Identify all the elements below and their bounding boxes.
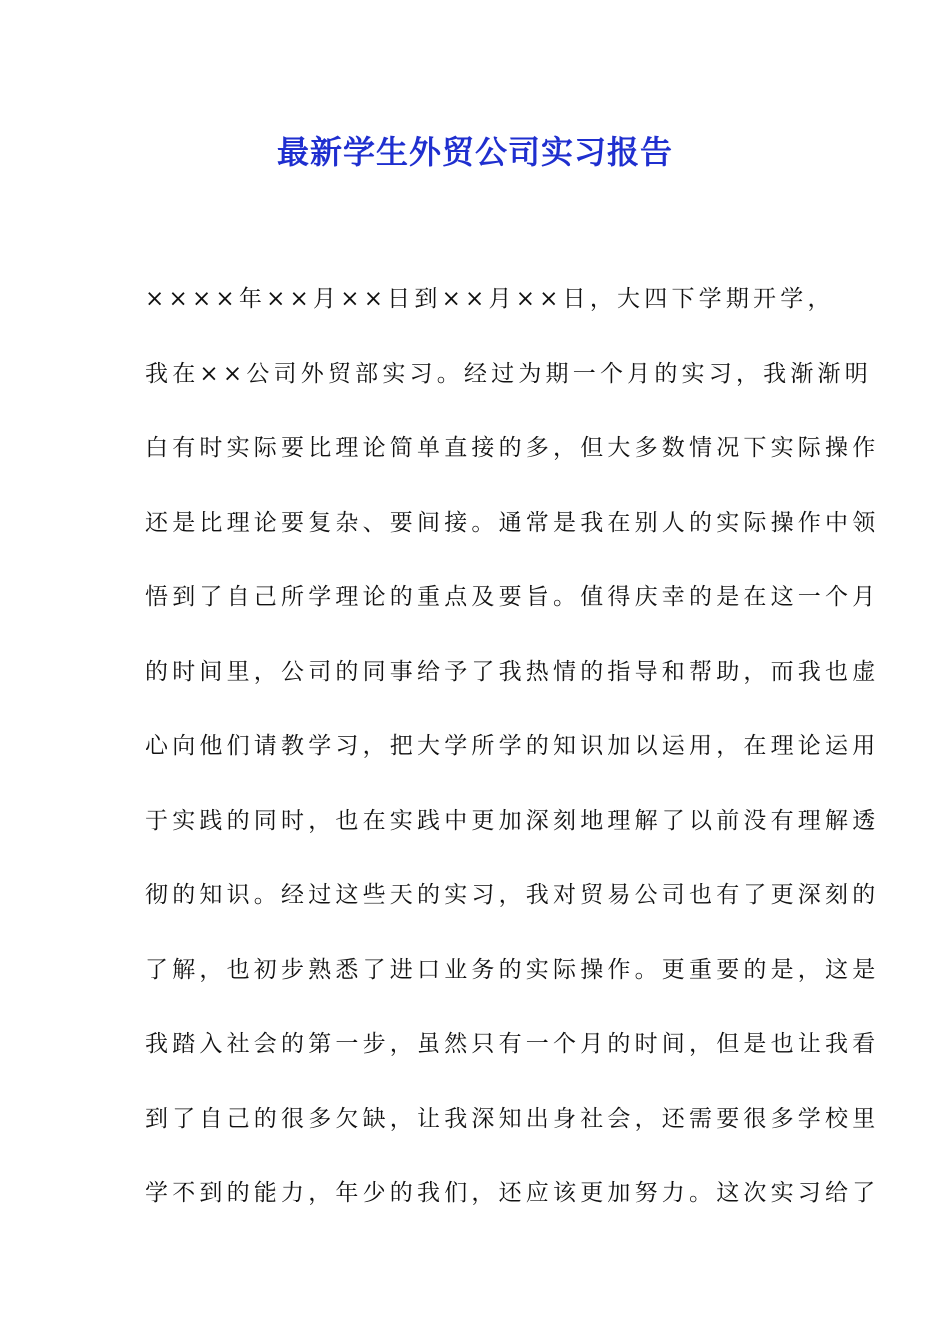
body-line-7: 心向他们请教学习，把大学所学的知识加以运用，在理论运用 — [145, 733, 880, 759]
body-line-6: 的时间里，公司的同事给予了我热情的指导和帮助，而我也虚 — [145, 658, 880, 685]
document-title: 最新学生外贸公司实习报告 — [276, 133, 673, 171]
body-line-5: 悟到了自己所学理论的重点及要旨。值得庆幸的是在这一个月 — [145, 584, 880, 610]
body-line-13: 学不到的能力，年少的我们，还应该更加努力。这次实习给了 — [145, 1180, 880, 1206]
body-line-12: 到了自己的很多欠缺，让我深知出身社会，还需要很多学校里 — [145, 1105, 880, 1132]
body-line-3: 白有时实际要比理论简单直接的多，但大多数情况下实际操作 — [145, 435, 880, 461]
body-line-10: 了解，也初步熟悉了进口业务的实际操作。更重要的是，这是 — [145, 956, 880, 983]
body-line-1: ××××年××月××日到××月××日，大四下学期开学， — [145, 286, 835, 312]
body-line-11: 我踏入社会的第一步，虽然只有一个月的时间，但是也让我看 — [145, 1031, 880, 1057]
body-line-4: 还是比理论要复杂、要间接。通常是我在别人的实际操作中领 — [145, 509, 880, 536]
document-body — [145, 262, 880, 1231]
body-line-8: 于实践的同时，也在实践中更加深刻地理解了以前没有理解透 — [145, 807, 880, 834]
body-line-9: 彻的知识。经过这些天的实习，我对贸易公司也有了更深刻的 — [145, 882, 880, 908]
body-line-2: 我在××公司外贸部实习。经过为期一个月的实习，我渐渐明 — [145, 360, 872, 387]
